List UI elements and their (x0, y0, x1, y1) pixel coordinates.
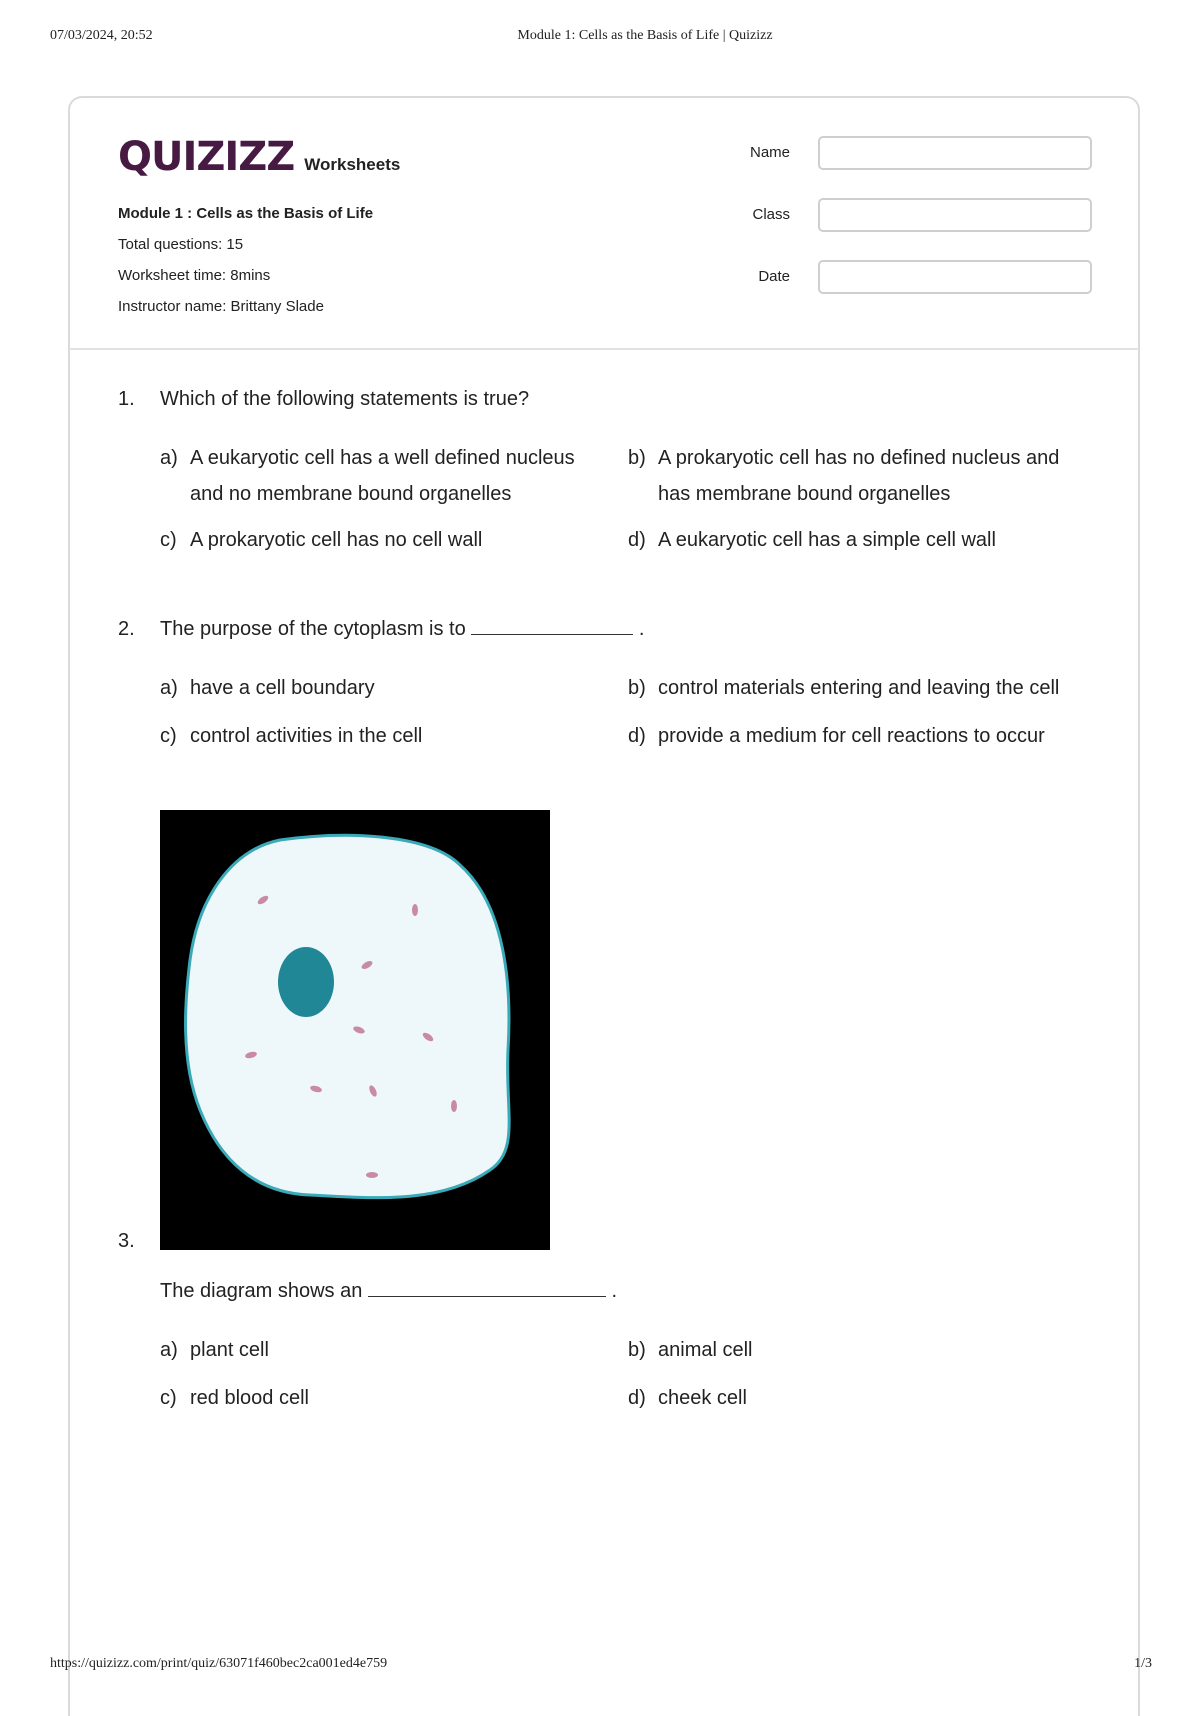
worksheet-title: Module 1 : Cells as the Basis of Life (118, 205, 374, 222)
brand (118, 134, 400, 180)
option-letter: a) (160, 447, 178, 469)
option-text: A eukaryotic cell has a well defined nucleus and no membrane bound organelles (190, 447, 575, 505)
question-text: Which of the following statements is true? (160, 388, 530, 410)
option-letter: c) (160, 529, 177, 551)
name-label: Name (749, 144, 790, 161)
date-field-row (710, 260, 1090, 296)
question-text-after: . (611, 1280, 618, 1302)
option-text: A eukaryotic cell has a simple cell wall (658, 529, 996, 551)
print-page-number: 1/3 (1134, 1656, 1152, 1671)
option-text: control materials entering and leaving the cell (658, 677, 1060, 699)
date-label: Date (758, 268, 790, 285)
cell-illustration (160, 810, 550, 1250)
print-url: https://quizizz.com/print/quiz/63071f460bec2ca001ed4e759 (50, 1656, 388, 1671)
print-header (0, 28, 1200, 48)
option-letter: d) (628, 725, 646, 747)
worksheet-card (68, 96, 1140, 1716)
quizizz-logo: QUIZIZZ (118, 134, 295, 180)
question-text (160, 618, 1060, 641)
name-field[interactable] (818, 136, 1092, 170)
organelle (366, 1172, 378, 1178)
print-datetime: 07/03/2024, 20:52 (50, 28, 153, 43)
option-letter: c) (160, 1387, 177, 1409)
option-text: red blood cell (190, 1387, 309, 1409)
option-a (160, 670, 610, 706)
option-text: have a cell boundary (190, 677, 375, 699)
option-letter: b) (628, 677, 646, 699)
option-d (628, 1380, 1078, 1416)
option-c (160, 718, 610, 754)
question-number: 2. (118, 618, 135, 640)
option-text: plant cell (190, 1339, 269, 1361)
option-text: A prokaryotic cell has no defined nucleus and has membrane bound organelles (658, 447, 1060, 505)
brand-subtitle: Worksheets (304, 155, 401, 174)
answer-blank (368, 1296, 606, 1297)
date-field[interactable] (818, 260, 1092, 294)
option-text: A prokaryotic cell has no cell wall (190, 529, 483, 551)
option-text: cheek cell (658, 1387, 747, 1409)
question-text-before: The purpose of the cytoplasm is to (160, 618, 466, 640)
total-questions: Total questions: 15 (118, 236, 244, 253)
organelle (412, 904, 418, 916)
worksheet-time: Worksheet time: 8mins (118, 267, 271, 284)
option-letter: d) (628, 529, 646, 551)
option-letter: d) (628, 1387, 646, 1409)
option-letter: b) (628, 1339, 646, 1361)
print-page-title: Module 1: Cells as the Basis of Life | Quizizz (517, 28, 773, 43)
worksheet-meta (118, 198, 373, 322)
option-d (628, 718, 1078, 754)
option-letter: a) (160, 677, 178, 699)
option-text: provide a medium for cell reactions to occur (658, 725, 1045, 747)
option-d (628, 522, 1078, 558)
question-text-after: . (638, 618, 645, 640)
nucleus (278, 947, 334, 1017)
cell-membrane (186, 835, 510, 1197)
worksheet-header (70, 98, 1138, 350)
name-field-row (710, 136, 1090, 172)
class-field[interactable] (818, 198, 1092, 232)
option-letter: c) (160, 725, 177, 747)
option-b (628, 440, 1078, 512)
organelle (451, 1100, 457, 1112)
option-a (160, 440, 610, 512)
option-b (628, 670, 1078, 706)
class-label: Class (752, 206, 790, 223)
option-b (628, 1332, 1078, 1368)
question-number: 1. (118, 388, 135, 410)
print-footer (0, 1656, 1200, 1676)
option-text: animal cell (658, 1339, 753, 1361)
instructor-name: Instructor name: Brittany Slade (118, 298, 324, 315)
option-c (160, 1380, 610, 1416)
option-a (160, 1332, 610, 1368)
answer-blank (471, 634, 633, 635)
animal-cell-diagram (160, 810, 550, 1250)
option-letter: a) (160, 1339, 178, 1361)
question-text-before: The diagram shows an (160, 1280, 363, 1302)
option-letter: b) (628, 447, 646, 469)
option-text: control activities in the cell (190, 725, 423, 747)
question-number: 3. (118, 1230, 135, 1252)
class-field-row (710, 198, 1090, 234)
question-text (160, 1280, 1060, 1303)
option-c (160, 522, 610, 558)
